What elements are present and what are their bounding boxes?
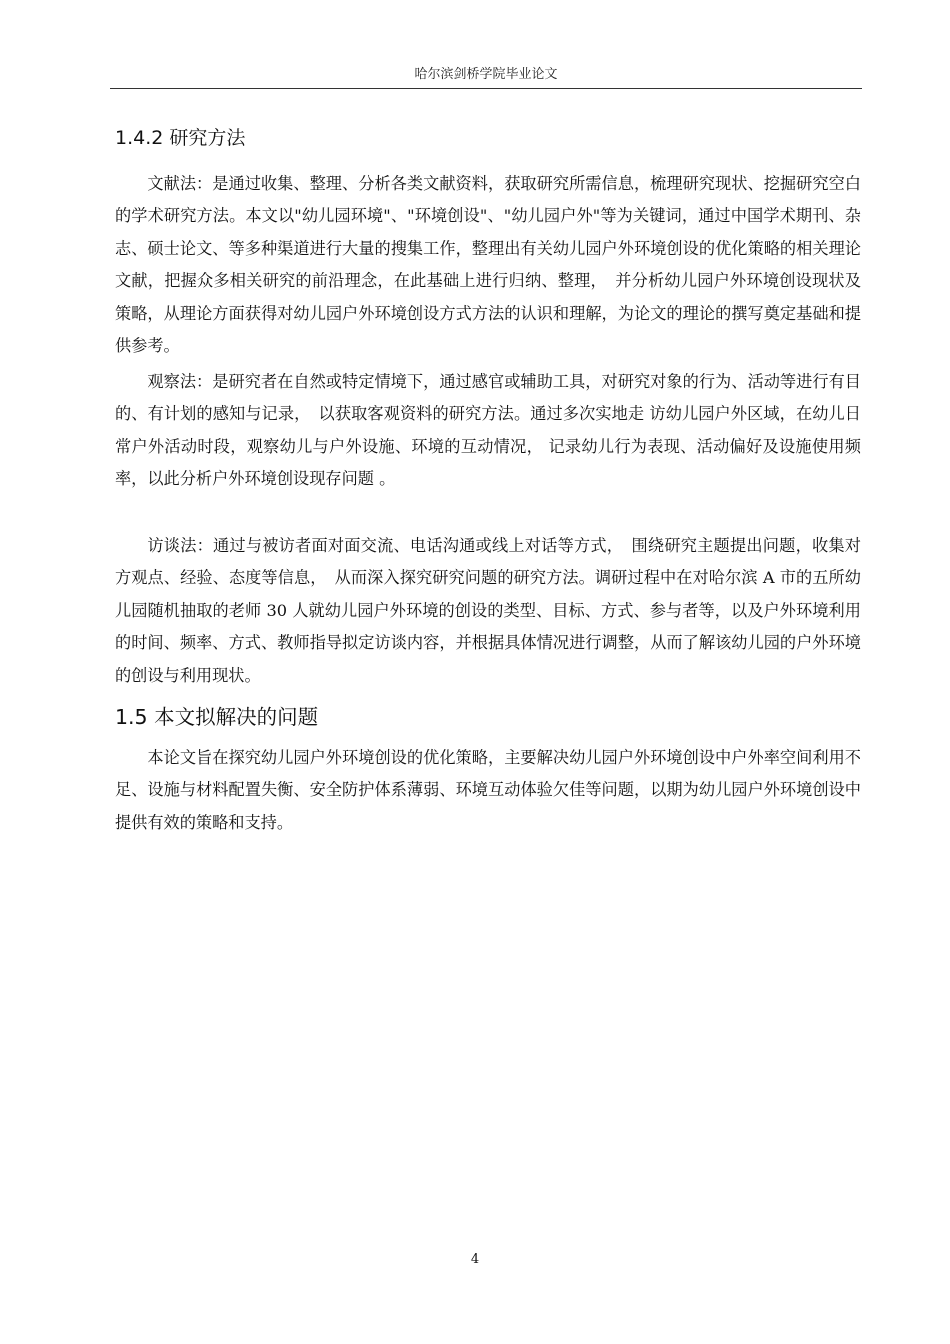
section-heading-1-5: 1.5 本文拟解决的问题 bbox=[115, 705, 319, 729]
running-header: 哈尔滨剑桥学院毕业论文 bbox=[414, 67, 558, 82]
section-heading-1-4-2: 1.4.2 研究方法 bbox=[115, 127, 246, 149]
paragraph-research-problems: 本论文旨在探究幼儿园户外环境创设的优化策略，主要解决幼儿园户外环境创设中户外率空间利用不足、设施与材料配置失衡、安全防护体系薄弱、环境互动体验欠佳等问题，以期为幼儿园户外环境创设中提供有效的策略和支持。 bbox=[115, 748, 861, 832]
page-number: 4 bbox=[470, 1252, 480, 1267]
paragraph-interview-method: 访谈法：通过与被访者面对面交流、电话沟通或线上对话等方式， 围绕研究主题提出问题，收集对方观点、经验、态度等信息， 从而深入探究研究问题的研究方法。调研过程中在对哈尔滨 A 市的五所幼儿园随机抽取的老师 30 人就幼儿园户外环境的创设的类型、目标、方式、参与者等，以及户外环境利用的时间、频率、方式、教师指导拟定访谈内容，并根据具体情况进行调整，从而了解该幼儿园的户外环境的创设与利用现状。 bbox=[115, 536, 861, 685]
paragraph-observation-method: 观察法：是研究者在自然或特定情境下，通过感官或辅助工具，对研究对象的行为、活动等进行有目的、有计划的感知与记录， 以获取客观资料的研究方法。通过多次实地走 访幼儿园户外区域，在幼儿日常户外活动时段，观察幼儿与户外设施、环境的互动情况， 记录幼儿行为表现、活动偏好及设施使用频率，以此分析户外环境创设现存问题 。 bbox=[115, 372, 861, 489]
paragraph-literature-method: 文献法：是通过收集、整理、分析各类文献资料，获取研究所需信息，梳理研究现状、挖掘研究空白的学术研究方法。本文以"幼儿园环境"、"环境创设"、"幼儿园户外"等为关键词，通过中国学术期刊、杂志、硕士论文、等多种渠道进行大量的搜集工作，整理出有关幼儿园户外环境创设的优化策略的相关理论文献，把握众多相关研究的前沿理念，在此基础上进行归纳、整理， 并分析幼儿园户外环境创设现状及策略，从理论方面获得对幼儿园户外环境创设方式方法的认识和理解，为论文的理论的撰写奠定基础和提供参考。 bbox=[115, 174, 861, 356]
header-rule bbox=[110, 88, 862, 89]
